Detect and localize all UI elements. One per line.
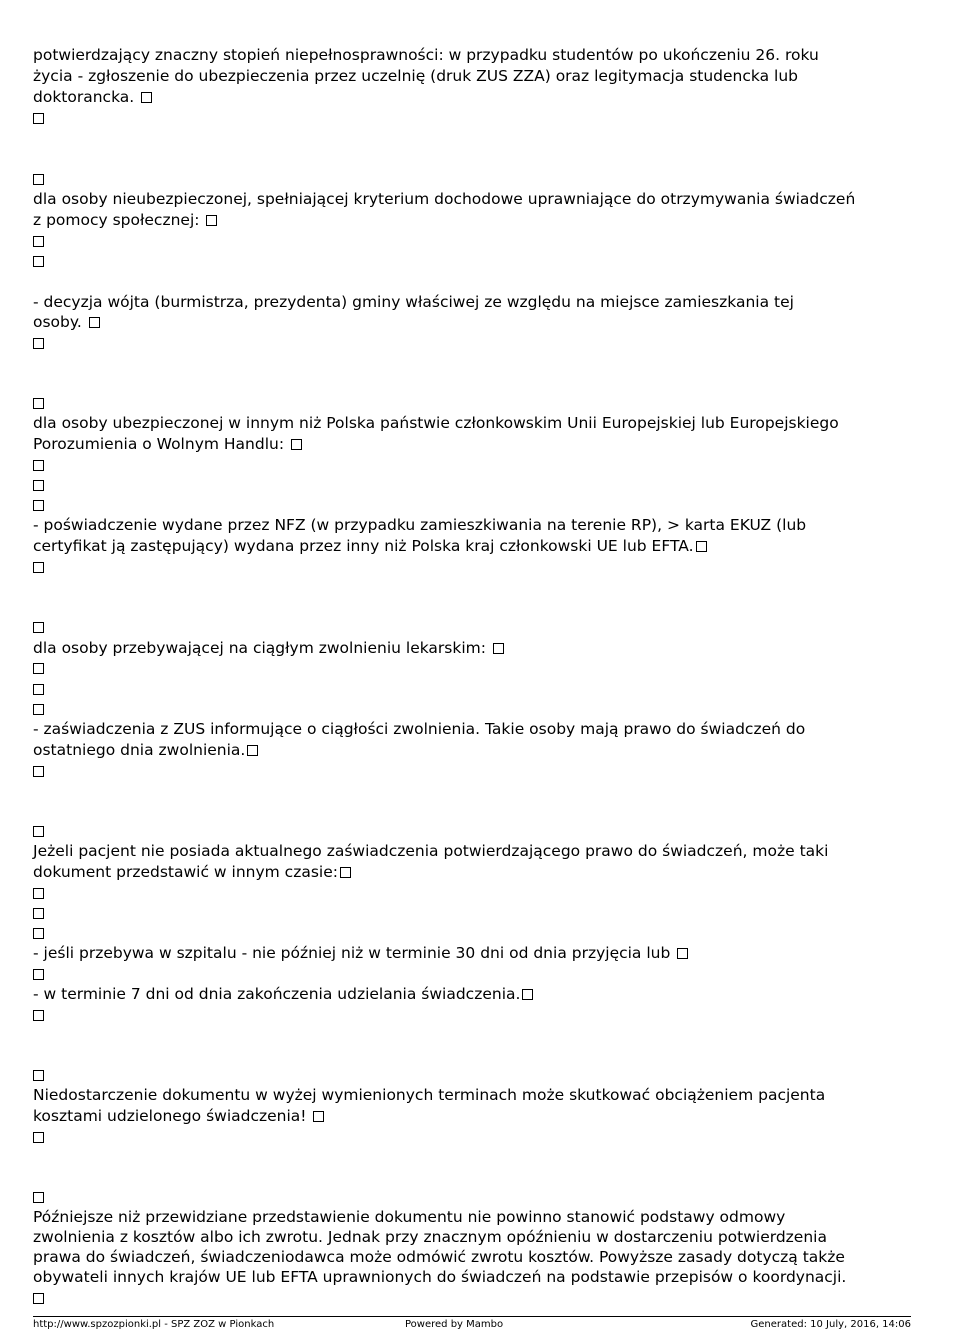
- text-line: - zaświadczenia z ZUS informujące o ciągłości zwolnienia. Takie osoby mają prawo do świadczeń do: [33, 720, 806, 738]
- text-line: [33, 1127, 44, 1147]
- text-line: [33, 658, 44, 678]
- empty-box-glyph: [33, 704, 44, 715]
- empty-box-glyph: [33, 174, 44, 185]
- text-line: [33, 1288, 44, 1308]
- text-line: kosztami udzielonego świadczenia!: [33, 1106, 324, 1126]
- empty-box-glyph: [33, 236, 44, 247]
- text-line: [33, 231, 44, 251]
- empty-box-glyph: [313, 1111, 324, 1122]
- empty-box-glyph: [33, 888, 44, 899]
- text-line: [33, 333, 44, 353]
- text-line: zwolnienia z kosztów albo ich zwrotu. Jednak przy znacznym opóźnieniu w dostarczeniu potwierdzenia: [33, 1228, 827, 1246]
- text-line: certyfikat ją zastępujący) wydana przez inny niż Polska kraj członkowski UE lub EFTA.: [33, 536, 707, 556]
- empty-box-glyph: [340, 867, 351, 878]
- empty-box-glyph: [33, 1010, 44, 1021]
- empty-box-glyph: [33, 256, 44, 267]
- text-line: [33, 169, 44, 189]
- text-line: dla osoby ubezpieczonej w innym niż Polska państwie członkowskim Unii Europejskiej lub Europejskiego: [33, 414, 839, 432]
- empty-box-glyph: [141, 92, 152, 103]
- text-line: obywateli innych krajów UE lub EFTA uprawnionych do świadczeń na podstawie przepisów o koordynacji.: [33, 1268, 847, 1286]
- empty-box-glyph: [247, 745, 258, 756]
- empty-box-glyph: [33, 1132, 44, 1143]
- empty-box-glyph: [33, 969, 44, 980]
- text-line: - w terminie 7 dni od dnia zakończenia udzielania świadczenia.: [33, 984, 533, 1004]
- text-line: - decyzja wójta (burmistrza, prezydenta) gminy właściwej ze względu na miejsce zamieszkania tej: [33, 293, 794, 311]
- text-line: [33, 251, 44, 271]
- text-line: [33, 1005, 44, 1025]
- text-line: [33, 679, 44, 699]
- text-line: [33, 108, 44, 128]
- text-line: [33, 964, 44, 984]
- footer-site-link[interactable]: http://www.spzozpionki.pl - SPZ ZOZ w Pionkach: [33, 1319, 275, 1330]
- empty-box-glyph: [696, 541, 707, 552]
- text-line: - jeśli przebywa w szpitalu - nie później niż w terminie 30 dni od dnia przyjęcia lub: [33, 943, 688, 963]
- empty-box-glyph: [33, 500, 44, 511]
- empty-box-glyph: [33, 1070, 44, 1081]
- text-line: dla osoby nieubezpieczonej, spełniającej kryterium dochodowe uprawniające do otrzymywania świadczeń: [33, 190, 856, 208]
- text-line: [33, 557, 44, 577]
- text-line: [33, 1065, 44, 1085]
- text-line: Niedostarczenie dokumentu w wyżej wymienionych terminach może skutkować obciążeniem pacjenta: [33, 1086, 826, 1104]
- text-line: Porozumienia o Wolnym Handlu:: [33, 434, 302, 454]
- text-line: ostatniego dnia zwolnienia.: [33, 740, 258, 760]
- empty-box-glyph: [33, 460, 44, 471]
- footer-generated-date: Generated: 10 July, 2016, 14:06: [750, 1319, 911, 1330]
- text-line: [33, 495, 44, 515]
- empty-box-glyph: [33, 338, 44, 349]
- text-line: Jeżeli pacjent nie posiada aktualnego zaświadczenia potwierdzającego prawo do świadczeń, może taki: [33, 842, 829, 860]
- empty-box-glyph: [33, 766, 44, 777]
- text-line: [33, 699, 44, 719]
- text-line: [33, 475, 44, 495]
- text-line: - poświadczenie wydane przez NFZ (w przypadku zamieszkiwania na terenie RP), > karta EKUZ (lub: [33, 516, 807, 534]
- empty-box-glyph: [33, 663, 44, 674]
- text-line: [33, 617, 44, 637]
- empty-box-glyph: [89, 317, 100, 328]
- empty-box-glyph: [206, 215, 217, 226]
- text-line: dokument przedstawić w innym czasie:: [33, 862, 351, 882]
- footer-powered-by: Powered by Mambo: [405, 1319, 504, 1330]
- empty-box-glyph: [291, 439, 302, 450]
- empty-box-glyph: [33, 826, 44, 837]
- text-line: osoby.: [33, 312, 100, 332]
- text-line: życia - zgłoszenie do ubezpieczenia przez uczelnię (druk ZUS ZZA) oraz legitymacja studencka lub: [33, 67, 798, 85]
- empty-box-glyph: [522, 989, 533, 1000]
- text-line: dla osoby przebywającej na ciągłym zwolnieniu lekarskim:: [33, 638, 504, 658]
- empty-box-glyph: [33, 398, 44, 409]
- text-line: [33, 821, 44, 841]
- empty-box-glyph: [33, 1192, 44, 1203]
- text-line: potwierdzający znaczny stopień niepełnosprawności: w przypadku studentów po ukończeniu 26. roku: [33, 46, 819, 64]
- text-line: [33, 455, 44, 475]
- text-line: [33, 923, 44, 943]
- empty-box-glyph: [33, 908, 44, 919]
- empty-box-glyph: [33, 480, 44, 491]
- empty-box-glyph: [33, 1293, 44, 1304]
- empty-box-glyph: [33, 622, 44, 633]
- text-line: Późniejsze niż przewidziane przedstawienie dokumentu nie powinno stanowić podstawy odmowy: [33, 1208, 786, 1226]
- text-line: doktorancka.: [33, 87, 152, 107]
- text-line: [33, 883, 44, 903]
- empty-box-glyph: [33, 562, 44, 573]
- empty-box-glyph: [33, 684, 44, 695]
- empty-box-glyph: [33, 928, 44, 939]
- page-footer: [33, 1316, 911, 1333]
- text-line: [33, 393, 44, 413]
- empty-box-glyph: [33, 113, 44, 124]
- empty-box-glyph: [493, 643, 504, 654]
- text-line: z pomocy społecznej:: [33, 210, 217, 230]
- text-line: prawa do świadczeń, świadczeniodawca może odmówić zwrotu kosztów. Powyższe zasady dotyczą także: [33, 1248, 845, 1266]
- text-line: [33, 761, 44, 781]
- text-line: [33, 1187, 44, 1207]
- text-line: [33, 903, 44, 923]
- empty-box-glyph: [677, 948, 688, 959]
